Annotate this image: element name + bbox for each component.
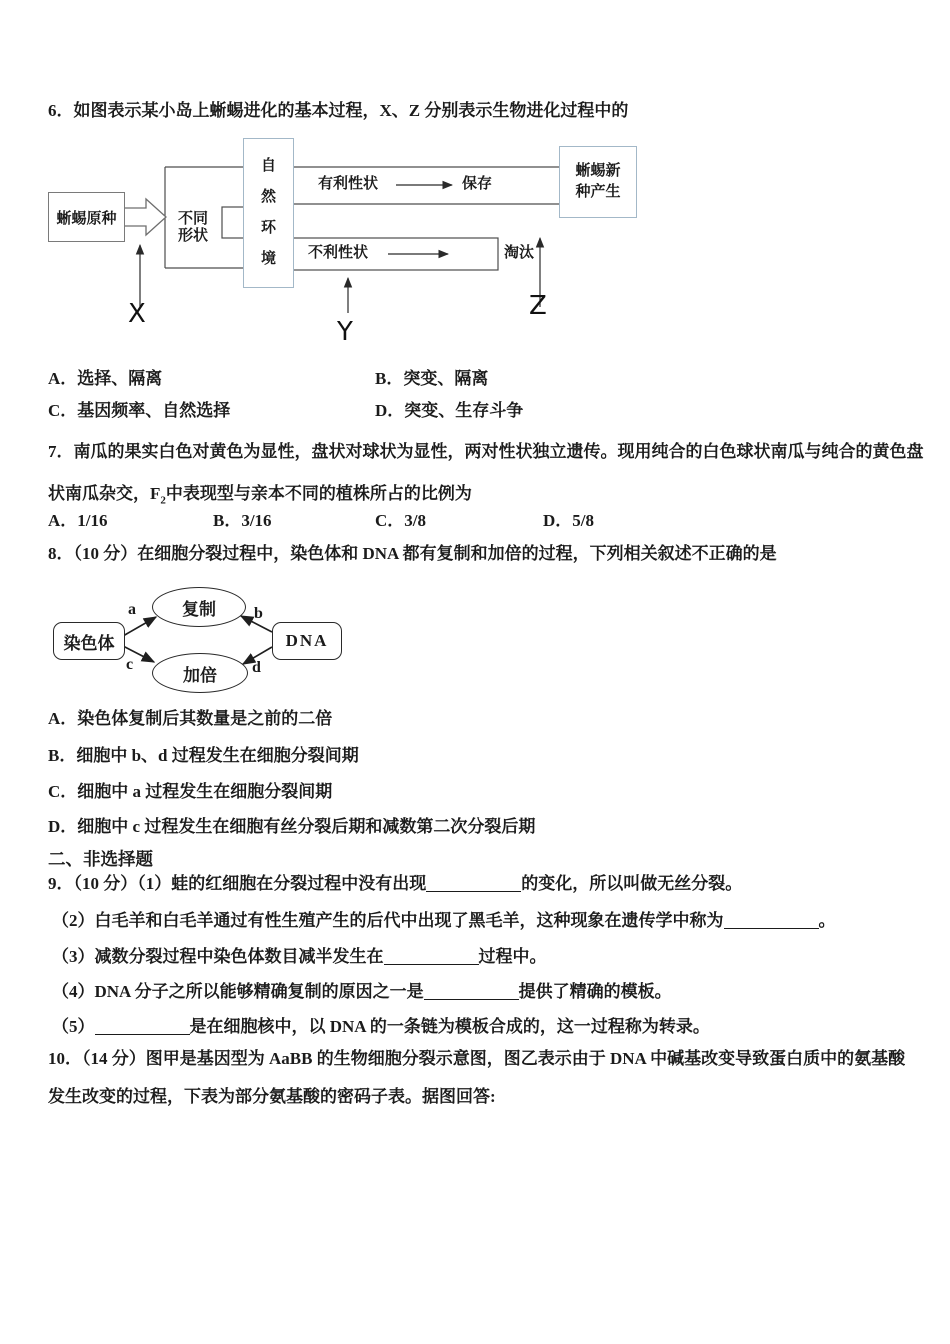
q7-line2-post: 中表现型与亲本不同的植株所占的比例为 — [165, 484, 472, 503]
q9-item4-post: 提供了精确的模板。 — [518, 982, 672, 1001]
label-b: b — [254, 605, 263, 622]
box-lizard-original: 蜥蜴原种 — [48, 192, 125, 242]
box-natural-environment — [243, 138, 294, 288]
q9-item5-post: 是在细胞核中，以 DNA 的一条链为模板合成的，这一过程称为转录。 — [189, 1017, 710, 1036]
q9-item4-pre: （4）DNA 分子之所以能够精确复制的原因之一是 — [52, 982, 424, 1001]
q6-stem: 6．如图表示某小岛上蜥蜴进化的基本过程，X、Z 分别表示生物进化过程中的 — [48, 101, 629, 120]
q7-f-symbol: F — [150, 484, 161, 503]
q6-evolution-diagram — [0, 135, 700, 350]
q8-option-d: D．细胞中 c 过程发生在细胞有丝分裂后期和减数第二次分裂后期 — [48, 817, 536, 836]
q8-option-a: A．染色体复制后其数量是之前的二倍 — [48, 709, 333, 728]
q7-option-a: A．1/16 — [48, 511, 108, 530]
q8-chromosome-dna-diagram — [0, 583, 400, 703]
q7-line2-pre: 状南瓜杂交， — [48, 484, 150, 503]
label-favorable-traits: 有利性状 — [318, 176, 379, 192]
node-double: 加倍 — [152, 653, 248, 693]
q9-item1-post: 的变化，所以叫做无丝分裂。 — [521, 874, 743, 893]
q8-option-b: B．细胞中 b、d 过程发生在细胞分裂间期 — [48, 746, 359, 765]
q9-item1 — [48, 873, 742, 895]
q9-item2-pre: （2）白毛羊和白毛羊通过有性生殖产生的后代中出现了黑毛羊，这种现象在遗传学中称为 — [52, 911, 724, 930]
natural-environment-vertical-text: 自然环境 — [260, 158, 276, 267]
q7-option-c: C．3/8 — [375, 511, 426, 530]
arrow-a-icon — [123, 617, 156, 636]
q9-item5-pre: （5） — [52, 1017, 95, 1036]
q9-blank-4 — [424, 995, 519, 1000]
q7-option-d: D．5/8 — [543, 511, 594, 530]
label-preserved: 保存 — [462, 176, 493, 192]
label-z: Z — [529, 291, 547, 321]
q9-blank-1 — [426, 887, 521, 892]
label-different-shapes: 不同形状 — [178, 211, 209, 244]
q6-option-a: A．选择、隔离 — [48, 369, 163, 388]
node-dna: DNA — [272, 622, 342, 660]
q7-stem-line2 — [48, 483, 472, 511]
q10-stem-line2: 发生改变的过程，下表为部分氨基酸的密码子表。据图回答: — [48, 1087, 496, 1106]
q7-option-b: B．3/16 — [213, 511, 272, 530]
section2-title: 二、非选择题 — [48, 849, 153, 869]
q9-blank-2 — [724, 924, 819, 929]
q6-option-d: D．突变、生存斗争 — [375, 401, 524, 420]
new-species-text: 蜥蜴新种产生 — [575, 163, 621, 200]
q9-item4 — [52, 981, 672, 1003]
node-chromosome: 染色体 — [53, 622, 125, 660]
q9-item3-pre: （3）减数分裂过程中染色体数目减半发生在 — [52, 947, 384, 966]
label-d: d — [252, 659, 261, 676]
node-replicate: 复制 — [152, 587, 246, 627]
q6-option-b: B．突变、隔离 — [375, 369, 489, 388]
q10-stem-line1: 10．（14 分）图甲是基因型为 AaBB 的生物细胞分裂示意图，图乙表示由于 DNA 中碱基改变导致蛋白质中的氨基酸 — [48, 1049, 906, 1068]
q9-item1-pre: 9．（10 分）（1）蛙的红细胞在分裂过程中没有出现 — [48, 874, 427, 893]
label-c: c — [126, 656, 134, 673]
q7-stem-line1: 7．南瓜的果实白色对黄色为显性，盘状对球状为显性，两对性状独立遗传。现用纯合的白色球状南瓜与纯合的黄色盘 — [48, 442, 924, 461]
q9-item2 — [52, 910, 836, 932]
q9-blank-3 — [384, 960, 479, 965]
q9-item5 — [52, 1016, 710, 1038]
q8-stem: 8．（10 分）在细胞分裂过程中，染色体和 DNA 都有复制和加倍的过程，下列相关叙述不正确的是 — [48, 544, 777, 563]
label-x: X — [128, 299, 146, 329]
q6-option-c: C．基因频率、自然选择 — [48, 401, 231, 420]
label-y: Y — [337, 317, 353, 347]
label-a: a — [128, 601, 136, 618]
q7-f-subscript: 2 — [160, 494, 166, 507]
label-eliminated: 淘汰 — [504, 245, 535, 261]
q9-item3 — [52, 946, 547, 968]
q9-blank-5 — [95, 1030, 190, 1035]
q9-item3-post: 过程中。 — [478, 947, 547, 966]
box-new-species — [559, 146, 637, 218]
block-arrow-icon — [124, 199, 166, 235]
q8-option-c: C．细胞中 a 过程发生在细胞分裂间期 — [48, 782, 333, 801]
label-unfavorable-traits: 不利性状 — [308, 245, 369, 261]
q9-item2-post: 。 — [818, 911, 836, 930]
